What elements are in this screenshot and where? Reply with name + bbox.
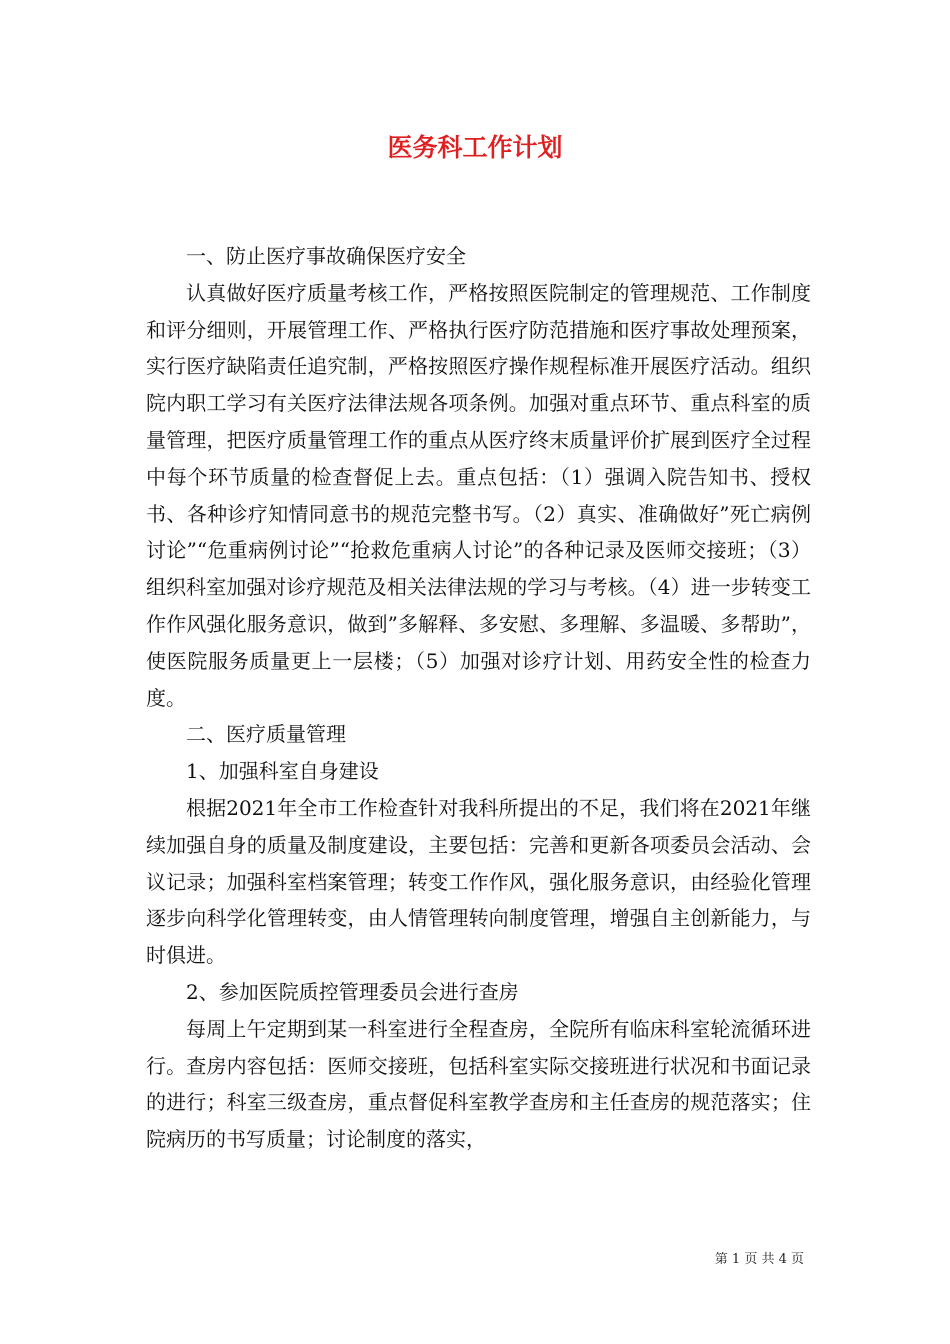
section-heading-2: 二、医疗质量管理: [186, 722, 346, 747]
document-title: 医务科工作计划: [387, 133, 563, 162]
paragraph-medical-safety: 认真做好医疗质量考核工作，严格按照医院制定的管理规范、工作制度和评分细则，开展管理工作、严格执行医疗防范措施和医疗事故处理预案，实行医疗缺陷责任追究制，严格按照医疗操作规程标准开展医疗活动。组织院内职工学习有关医疗法律法规各项条例。加强对重点环节、重点科室的质量管理，把医疗质量管理工作的重点从医疗终末质量评价扩展到医疗全过程中每个环节质量的检查督促上去。重点包括：（1）强调入院告知书、授权书、各种诊疗知情同意书的规范完整书写。（2）真实、准确做好”死亡病例讨论”“危重病例讨论”“抢救危重病人讨论”的各种记录及医师交接班；（3）组织科室加强对诊疗规范及相关法律法规的学习与考核。（4）进一步转变工作作风强化服务意识，做到”多解释、多安慰、多理解、多温暖、多帮助”，使医院服务质量更上一层楼；（5）加强对诊疗计划、用药安全性的检查力度。: [146, 280, 811, 710]
subsection-heading-1: 1、加强科室自身建设: [186, 759, 379, 784]
section-heading-1: 一、防止医疗事故确保医疗安全: [186, 244, 466, 268]
subsection-heading-2: 2、参加医院质控管理委员会进行查房: [186, 979, 519, 1004]
page-number-footer: 第 1 页 共 4 页: [714, 1252, 804, 1267]
paragraph-ward-rounds: 每周上午定期到某一科室进行全程查房，全院所有临床科室轮流循环进行。查房内容包括：医师交接班，包括科室实际交接班进行状况和书面记录的进行；科室三级查房，重点督促科室教学查房和主任查房的规范落实；住院病历的书写质量；讨论制度的落实，: [146, 1016, 811, 1152]
paragraph-department-building: 根据2021年全市工作检查针对我科所提出的不足，我们将在2021年继续加强自身的质量及制度建设，主要包括：完善和更新各项委员会活动、会议记录；加强科室档案管理；转变工作作风，强化服务意识，由经验化管理逐步向科学化管理转变，由人情管理转向制度管理，增强自主创新能力，与时俱进。: [146, 795, 811, 968]
document-body: [146, 238, 811, 1158]
